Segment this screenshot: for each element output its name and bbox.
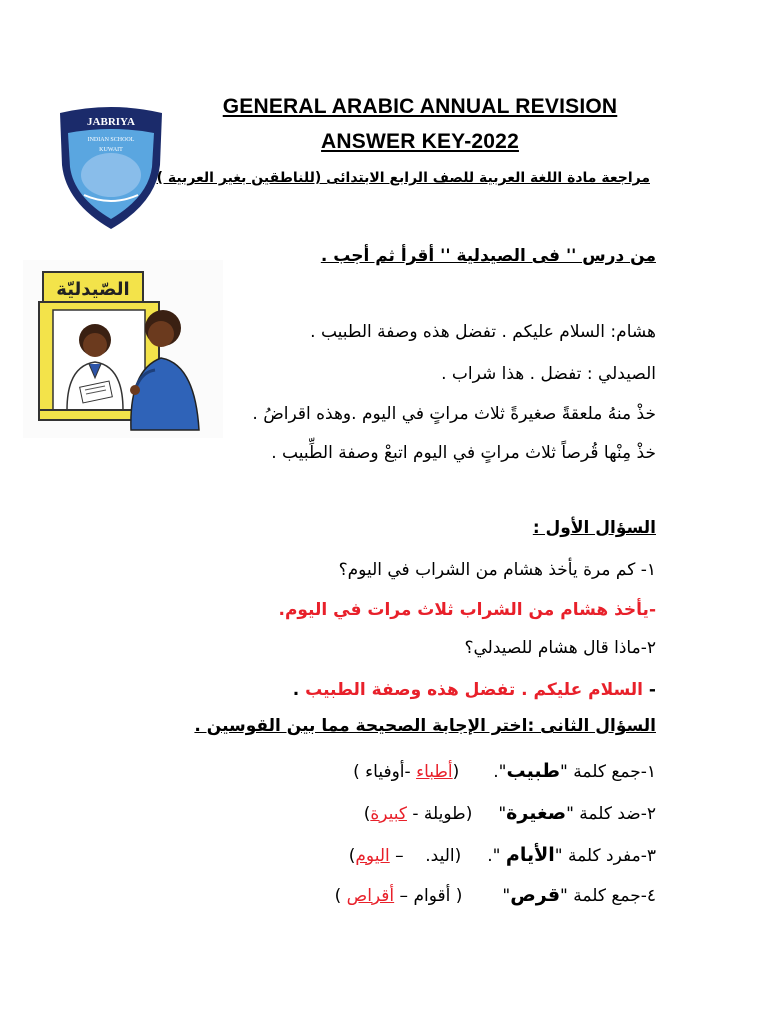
item-prefix: ١-جمع كلمة "	[560, 762, 656, 782]
item-close: )	[363, 804, 371, 824]
school-logo	[52, 103, 170, 233]
item-prefix: ٣-مفرد كلمة "	[554, 846, 656, 866]
page-subtitle: مراجعة مادة اللغة العربية للصف الرابع الابتدائى (للناطقين بغير العربية )	[156, 170, 650, 186]
item-word: طبيب	[506, 760, 561, 782]
page-title-line1: GENERAL ARABIC ANNUAL REVISION	[222, 95, 618, 118]
item-word: قرص	[510, 884, 561, 906]
logo-top-text: JABRIYA	[87, 116, 135, 128]
item-open: (اليد. –	[389, 846, 462, 866]
answer2-prefix: -	[643, 680, 656, 700]
item-after-word: ".	[487, 846, 506, 866]
reading-line-2: الصيدلي : تفضل . هذا شراب .	[441, 364, 656, 384]
item-middle: -أوفياء	[359, 762, 417, 782]
item-prefix: ٢-ضد كلمة "	[566, 804, 656, 824]
item-word: الأيام	[505, 844, 555, 866]
item-answer: اليوم	[355, 846, 390, 866]
question1-answer2	[293, 680, 656, 700]
item-prefix: ٤-جمع كلمة "	[560, 886, 656, 906]
question2-item-2	[364, 802, 656, 824]
question2-heading: السؤال الثانى :اختر الإجابة الصحيحة مما بين القوسين .	[194, 716, 656, 736]
question1-answer1: -يأخذ هشام من الشراب ثلاث مرات في اليوم.	[278, 600, 656, 620]
item-open: (طويلة -	[406, 804, 473, 824]
item-word: صغيرة	[506, 802, 567, 824]
reading-line-4: خذْ مِنْها قُرصاً ثلاث مراتٍ في اليوم اتبعْ وصفة الطِّبيب .	[271, 443, 656, 463]
pharmacy-sign-text: الصّيدليّة	[56, 279, 130, 300]
item-open: ( أقوام –	[394, 886, 463, 906]
item-close: )	[334, 886, 342, 906]
page-title-line2: ANSWER KEY-2022	[321, 130, 519, 153]
question2-item-4	[335, 884, 656, 906]
question2-item-1	[353, 760, 656, 782]
item-close: )	[353, 762, 360, 782]
question2-item-3	[349, 844, 656, 866]
question1-heading: السؤال الأول :	[532, 518, 656, 538]
item-after-word: ".	[493, 762, 507, 782]
item-answer: أقراص	[346, 886, 395, 906]
reading-heading: من درس '' فى الصيدلية '' أقرأ ثم أجب .	[320, 246, 656, 266]
logo-middle-text: INDIAN SCHOOL	[87, 137, 135, 143]
item-answer: أطباء	[416, 762, 453, 782]
question1-q1: ١- كم مرة يأخذ هشام من الشراب في اليوم؟	[338, 560, 656, 580]
item-after-word: "	[498, 804, 507, 824]
answer2-suffix: .	[292, 680, 306, 700]
reading-line-1: هشام: السلام عليكم . تفضل هذه وصفة الطبيب .	[310, 322, 656, 342]
item-answer: كبيرة	[370, 804, 407, 824]
answer2-text: السلام عليكم . تفضل هذه وصفة الطبيب	[305, 680, 644, 700]
item-open: (	[452, 762, 460, 782]
item-after-word: "	[502, 886, 511, 906]
reading-line-3: خذْ منهُ ملعقةً صغيرةً ثلاث مراتٍ في اليوم .وهذه اقراضُ .	[252, 404, 656, 424]
logo-bottom-text: KUWAIT	[99, 147, 123, 153]
item-close: )	[348, 846, 356, 866]
question1-q2: ٢-ماذا قال هشام للصيدلي؟	[464, 638, 656, 658]
pharmacy-illustration	[23, 260, 223, 438]
